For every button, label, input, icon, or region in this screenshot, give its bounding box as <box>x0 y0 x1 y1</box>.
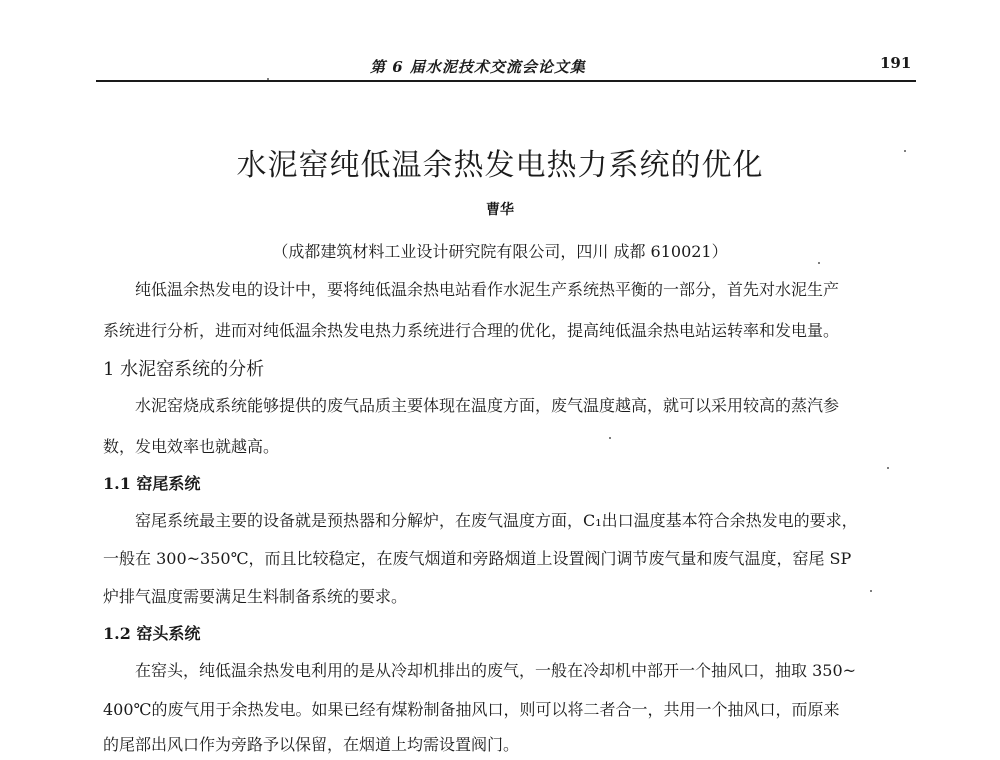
paper-title: 水泥窑纯低温余热发电热力系统的优化 <box>236 148 764 183</box>
section-1-1-line-2: 一般在 300~350℃，而且比较稳定，在废气烟道和旁路烟道上设置阀门调节废气量和废气温度，窑尾 SP <box>103 549 852 568</box>
scan-speck <box>267 78 269 80</box>
scan-speck <box>887 467 889 469</box>
abstract-line-1: 纯低温余热发电的设计中，要将纯低温余热电站看作水泥生产系统热平衡的一部分，首先对水泥生产 <box>135 280 840 299</box>
header-rule <box>96 80 916 82</box>
scan-speck <box>818 262 820 264</box>
author: 曹华 <box>486 202 514 218</box>
section-1-2-line-1: 在窑头，纯低温余热发电利用的是从冷却机排出的废气，一般在冷却机中部开一个抽风口，抽取 350~ <box>135 661 857 680</box>
section-1-1-heading: 1.1 窑尾系统 <box>103 474 201 493</box>
section-1-2-line-2: 400℃的废气用于余热发电。如果已经有煤粉制备抽风口，则可以将二者合一，共用一个抽风口，而原来 <box>103 700 840 719</box>
running-header-title: 第 6 届水泥技术交流会论文集 <box>370 58 586 76</box>
section-1-1-line-3: 炉排气温度需要满足生料制备系统的要求。 <box>103 587 408 606</box>
abstract-line-2: 系统进行分析，进而对纯低温余热发电热力系统进行合理的优化，提高纯低温余热电站运转率和发电量。 <box>103 321 840 340</box>
page-number: 191 <box>880 54 912 72</box>
affiliation: （成都建筑材料工业设计研究院有限公司，四川 成都 610021） <box>272 242 728 261</box>
scan-speck <box>609 437 611 439</box>
scan-speck <box>870 590 872 592</box>
section-1-2-line-3: 的尾部出风口作为旁路予以保留，在烟道上均需设置阀门。 <box>103 735 520 754</box>
section-1-2-heading: 1.2 窑头系统 <box>103 624 201 643</box>
scan-speck <box>904 150 906 152</box>
section-1-line-2: 数，发电效率也就越高。 <box>103 437 280 456</box>
section-1-1-line-1: 窑尾系统最主要的设备就是预热器和分解炉，在废气温度方面，C₁出口温度基本符合余热发电的要求， <box>135 511 858 530</box>
section-1-line-1: 水泥窑烧成系统能够提供的废气品质主要体现在温度方面，废气温度越高，就可以采用较高的蒸汽参 <box>135 396 840 415</box>
section-1-heading: 1 水泥窑系统的分析 <box>103 359 265 380</box>
